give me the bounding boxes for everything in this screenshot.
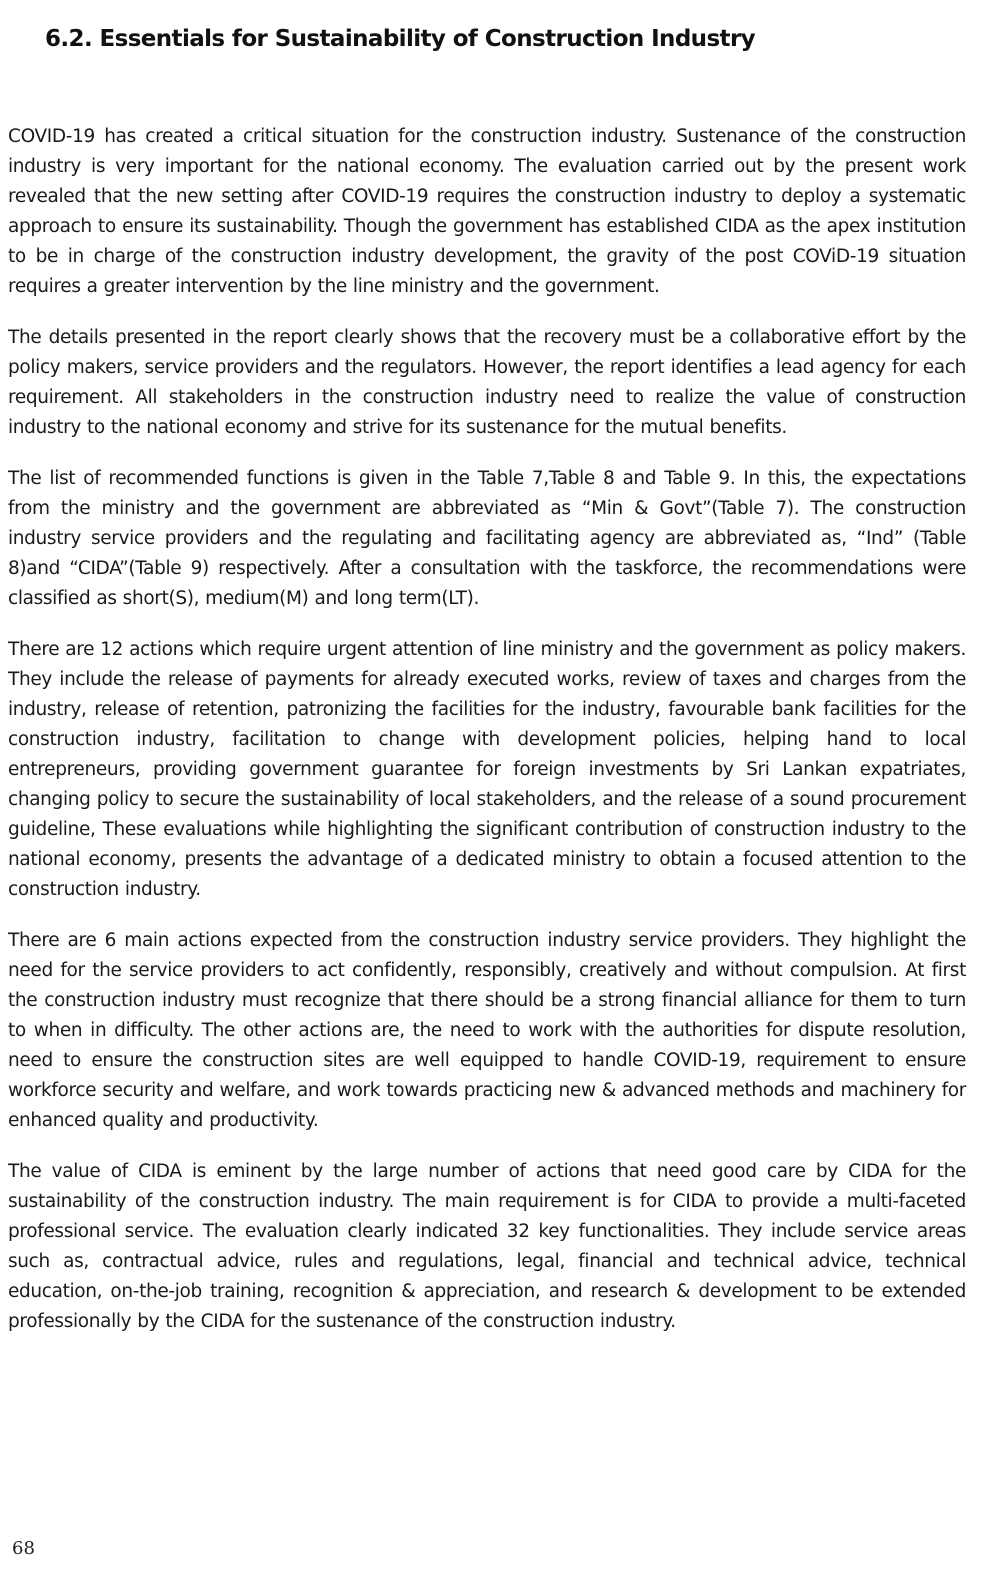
paragraph-collaborative-effort: The details presented in the report clearly shows that the recovery must be a collaborative effort by the policy makers, service providers and the regulators. However, the report identifies a lead agency for each requirement. All stakeholders in the construction industry need to realize the value of construction industry to the national economy and strive for its sustenance for the mutual benefits.: [8, 327, 966, 438]
paragraph-recommended-functions: The list of recommended functions is given in the Table 7,Table 8 and Table 9. In this, the expectations from the ministry and the government are abbreviated as “Min & Govt”(Table 7). The construction industry service providers and the regulating and facilitating agency are abbreviated as, “Ind” (Table 8)and “CIDA”(Table 9) respectively. After a consultation with the taskforce, the recommendations were classified as short(S), medium(M) and long term(LT).: [8, 468, 966, 609]
paragraph-covid-situation: COVID-19 has created a critical situation for the construction industry. Sustenance of the construction industry is very important for the national economy. The evaluation carried out by the present work revealed that the new setting after COVID-19 requires the construction industry to deploy a systematic approach to ensure its sustainability. Though the government has established CIDA as the apex institution to be in charge of the construction industry development, the gravity of the post COViD-19 situation requires a greater intervention by the line ministry and the government.: [8, 126, 966, 297]
section-body: [8, 122, 966, 1358]
paragraph-cida-actions: The value of CIDA is eminent by the large number of actions that need good care by CIDA for the sustainability of the construction industry. The main requirement is for CIDA to provide a multi-faceted professional service. The evaluation clearly indicated 32 key functionalities. They include service areas such as, contractual advice, rules and regulations, legal, financial and technical advice, technical education, on-the-job training, recognition & appreciation, and research & development to be extended professionally by the CIDA for the sustenance of the construction industry.: [8, 1161, 966, 1332]
paragraph-industry-actions: There are 6 main actions expected from the construction industry service providers. They highlight the need for the service providers to act confidently, responsibly, creatively and without compulsion. At first the construction industry must recognize that there should be a strong financial alliance for them to turn to when in difficulty. The other actions are, the need to work with the authorities for dispute resolution, need to ensure the construction sites are well equipped to handle COVID-19, requirement to ensure workforce security and welfare, and work towards practicing new & advanced methods and machinery for enhanced quality and productivity.: [8, 930, 966, 1131]
section-heading: 6.2. Essentials for Sustainability of Construction Industry: [45, 26, 756, 52]
page-number: 68: [12, 1538, 35, 1559]
paragraph-ministry-actions: There are 12 actions which require urgent attention of line ministry and the government as policy makers. They include the release of payments for already executed works, review of taxes and charges from the industry, release of retention, patronizing the facilities for the industry, favourable bank facilities for the construction industry, facilitation to change with development policies, helping hand to local entrepreneurs, providing government guarantee for foreign investments by Sri Lankan expatriates, changing policy to secure the sustainability of local stakeholders, and the release of a sound procurement guideline, These evaluations while highlighting the significant contribution of construction industry to the national economy, presents the advantage of a dedicated ministry to obtain a focused attention to the construction industry.: [8, 639, 966, 900]
